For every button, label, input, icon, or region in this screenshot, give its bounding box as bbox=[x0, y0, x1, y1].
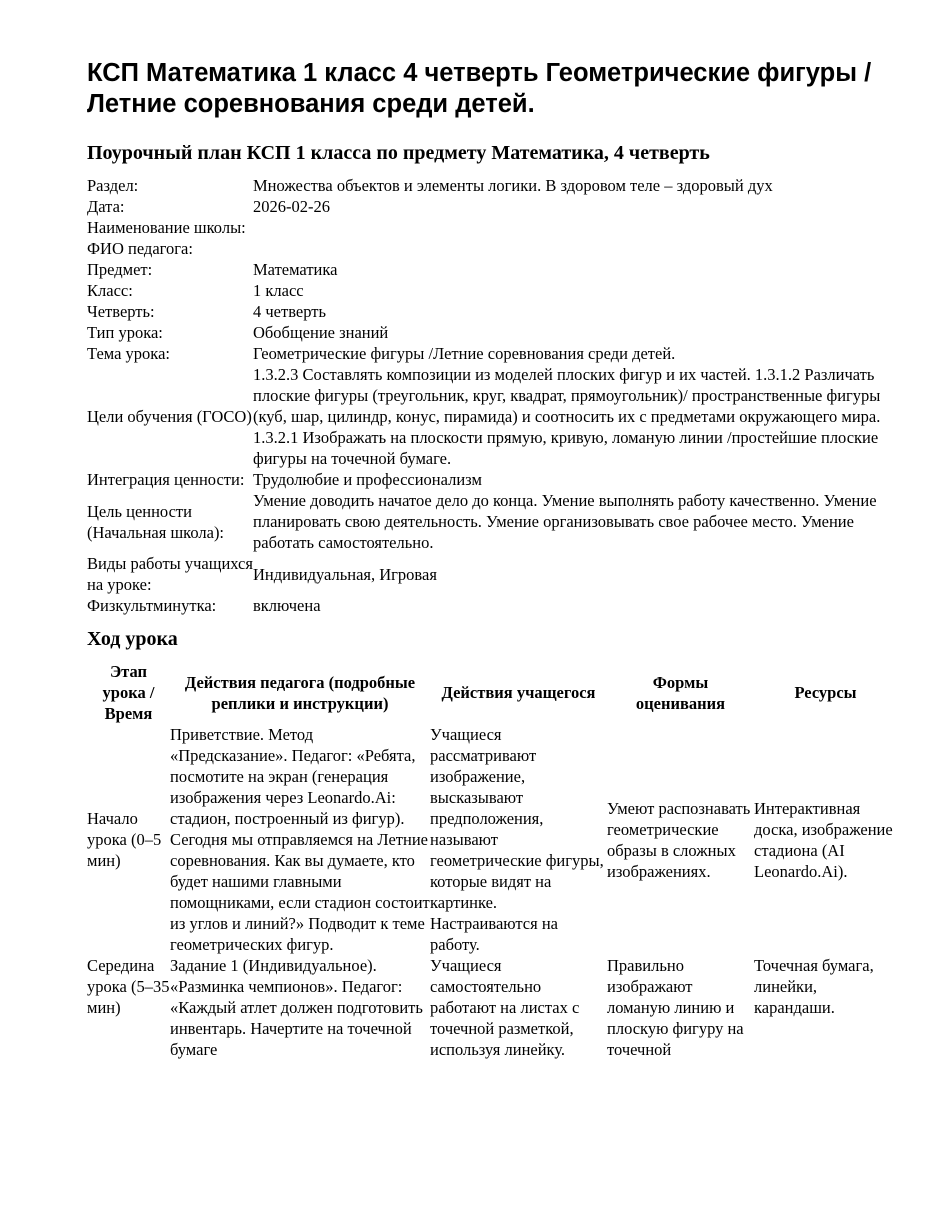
lesson-steps-table bbox=[87, 661, 897, 1060]
info-value: Индивидуальная, Игровая bbox=[253, 564, 437, 584]
info-key: Дата: bbox=[87, 197, 125, 216]
plan-heading: Поурочный план КСП 1 класса по предмету Математика, 4 четверть bbox=[87, 142, 710, 164]
info-value: включена bbox=[253, 596, 321, 615]
info-key: Цель ценности (Начальная школа): bbox=[87, 501, 225, 542]
cell-resources: Интерактивная доска, изображение стадиона (AI Leonardo.Ai). bbox=[754, 798, 893, 881]
info-value bbox=[253, 238, 897, 259]
info-row-physical-break bbox=[87, 595, 897, 616]
table-row bbox=[87, 724, 897, 955]
info-row-subject bbox=[87, 259, 897, 280]
cell-teacher: Задание 1 (Индивидуальное). «Разминка чемпионов». Педагог: «Каждый атлет должен подготовить инвентарь. Начертите на точечной бумаге bbox=[170, 956, 423, 1059]
header-resources: Ресурсы bbox=[794, 683, 857, 702]
cell-assessment: Умеют распознавать геометрические образы в сложных изображениях. bbox=[607, 798, 751, 881]
info-row-grade bbox=[87, 280, 897, 301]
info-key: Наименование школы: bbox=[87, 218, 246, 237]
info-key: Цели обучения (ГОСО) bbox=[87, 407, 252, 426]
steps-heading: Ход урока bbox=[87, 628, 178, 650]
info-key: Тема урока: bbox=[87, 344, 170, 363]
info-value: Математика bbox=[253, 260, 338, 279]
info-key: Класс: bbox=[87, 281, 133, 300]
info-row-section bbox=[87, 175, 897, 196]
table-row bbox=[87, 955, 897, 1060]
cell-student: Учащиеся рассматривают изображение, высказывают предположения, называют геометрические фигуры, которые видят на картинке. Настраиваются на работу. bbox=[430, 725, 604, 954]
cell-teacher: Приветствие. Метод «Предсказание». Педагог: «Ребята, посмотите на экран (генерация изображения через Leonardo.Ai: стадион, построенный из фигур). Сегодня мы отправляемся на Летние соревнования. Как вы думаете, кто будет нашими главными помощниками, если стадион состоит из углов и линий?» Подводит к теме геометрических фигур. bbox=[170, 725, 430, 954]
info-value: Геометрические фигуры /Летние соревнования среди детей. bbox=[253, 344, 676, 363]
info-row-values bbox=[87, 469, 897, 490]
lesson-info-table bbox=[87, 175, 897, 616]
header-student: Действия учащегося bbox=[441, 683, 596, 702]
info-key: Тип урока: bbox=[87, 323, 163, 342]
info-key: Интеграция ценности: bbox=[87, 470, 245, 489]
info-row-school bbox=[87, 217, 897, 238]
cell-assessment: Правильно изображают ломаную линию и плоскую фигуру на точечной bbox=[607, 956, 744, 1059]
info-key: ФИО педагога: bbox=[87, 239, 193, 258]
info-key: Четверть: bbox=[87, 302, 155, 321]
info-row-teacher bbox=[87, 238, 897, 259]
info-row-value-goal bbox=[87, 490, 897, 553]
info-row-quarter bbox=[87, 301, 897, 322]
header-teacher: Действия педагога (подробные реплики и инструкции) bbox=[184, 672, 416, 713]
document-title: КСП Математика 1 класс 4 четверть Геометрические фигуры /Летние соревнования среди детей. bbox=[87, 59, 872, 118]
info-value: Множества объектов и элементы логики. В здоровом теле – здоровый дух bbox=[253, 176, 773, 195]
info-row-objectives bbox=[87, 364, 897, 469]
info-key: Предмет: bbox=[87, 260, 153, 279]
info-value: 1.3.2.3 Составлять композиции из моделей плоских фигур и их частей. 1.3.1.2 Различать плоские фигуры (треугольник, круг, квадрат, прямоугольник)/ пространственные фигуры (куб, шар, цилиндр, конус, пирамида) и соотносить их с предметами окружающего мира. 1.3.2.1 Изображать на плоскости прямую, кривую, ломаную линии /простейшие плоские фигуры на точечной бумаге. bbox=[253, 365, 881, 468]
info-value: Трудолюбие и профессионализм bbox=[253, 470, 482, 489]
info-value: 4 четверть bbox=[253, 302, 326, 321]
cell-stage: Середина урока (5–35 мин) bbox=[87, 956, 170, 1017]
document-page bbox=[87, 58, 897, 1060]
info-value: Обобщение знаний bbox=[253, 323, 389, 342]
info-key: Виды работы учащихся на уроке: bbox=[87, 554, 253, 594]
info-row-lesson-type bbox=[87, 322, 897, 343]
info-value: 2026-02-26 bbox=[253, 197, 330, 216]
info-key: Раздел: bbox=[87, 176, 139, 195]
cell-student: Учащиеся самостоятельно работают на листах с точечной разметкой, используя линейку. bbox=[430, 956, 580, 1059]
info-row-topic bbox=[87, 343, 897, 364]
info-value: 1 класс bbox=[253, 281, 304, 300]
table-header-row bbox=[87, 661, 897, 724]
info-row-date bbox=[87, 196, 897, 217]
cell-stage: Начало урока (0–5 мин) bbox=[87, 809, 162, 870]
header-stage: Этап урока / Время bbox=[102, 662, 155, 723]
header-assessment: Формы оценивания bbox=[635, 672, 726, 713]
info-value bbox=[253, 217, 897, 238]
cell-resources: Точечная бумага, линейки, карандаши. bbox=[754, 956, 874, 1017]
info-key: Физкультминутка: bbox=[87, 596, 217, 615]
info-value: Умение доводить начатое дело до конца. Умение выполнять работу качественно. Умение планировать свою деятельность. Умение организовывать свое рабочее место. Умение работать самостоятельно. bbox=[253, 491, 877, 552]
info-row-work-types bbox=[87, 553, 897, 595]
